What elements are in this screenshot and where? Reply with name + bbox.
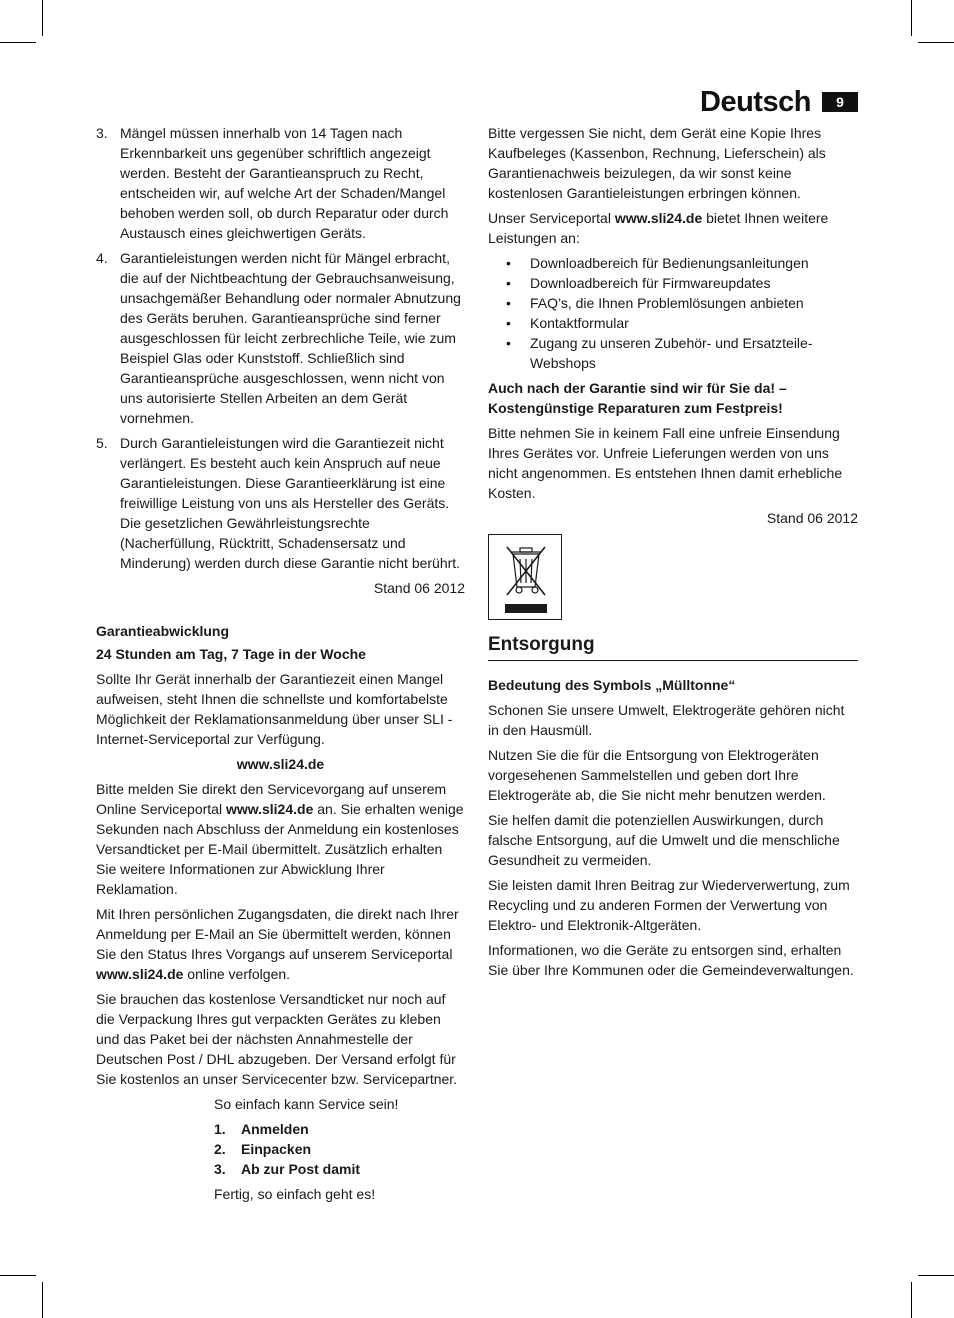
service-url-link[interactable]: www.sli24.de <box>96 966 184 982</box>
list-item: 5. Durch Garantieleistungen wird die Garantiezeit nicht verlängert. Es besteht auch kein Anspruch auf neue Garantieleistungen. Diese Garantieerklärung ist eine freiwillige Leistung von uns als Hersteller des Geräts. Die gesetzlichen Gewährleistungsrechte (Nacherfüllung, Rücktritt, Schadensersatz und Minderung) werden durch diese Garantie nicht berührt. <box>96 435 461 571</box>
done-text: Fertig, so einfach geht es! <box>214 1186 376 1202</box>
paragraph: Sollte Ihr Gerät innerhalb der Garantiezeit einen Mangel aufweisen, steht Ihnen die schnellste und komfortabelste Möglichkeit der Reklamationsanmeldung über unser SLI - Internet-Serviceportal zur Verfügung. <box>96 671 453 747</box>
stand-date: Stand 06 2012 <box>766 510 858 526</box>
crossed-out-wheelie-bin-icon <box>488 534 562 620</box>
crop-mark <box>918 1275 954 1276</box>
right-column <box>488 123 858 985</box>
warranty-handling-heading: Garantieabwicklung <box>96 623 230 639</box>
paragraph: Unser Serviceportal www.sli24.de bietet Ihnen weitere Leistungen an: <box>488 210 829 246</box>
paragraph: Sie helfen damit die potenziellen Auswirkungen, durch falsche Entsorgung, auf die Umwelt und die menschliche Gesundheit zu vermeiden. <box>488 812 840 868</box>
crop-mark <box>911 0 912 36</box>
service-features-list <box>488 253 858 373</box>
paragraph: Informationen, wo die Geräte zu entsorgen sind, erhalten Sie über Ihre Kommunen oder die Gemeindeverwaltungen. <box>488 942 854 978</box>
service-url-link[interactable]: www.sli24.de <box>614 210 703 226</box>
page-language-title: Deutsch <box>700 86 811 118</box>
service-steps-list <box>214 1119 465 1179</box>
list-item: 1. Anmelden <box>214 1121 309 1137</box>
list-item: 3. Ab zur Post damit <box>214 1161 361 1177</box>
warranty-conditions-list <box>96 123 465 573</box>
crop-mark <box>42 1282 43 1318</box>
paragraph: Bitte vergessen Sie nicht, dem Gerät eine Kopie Ihres Kaufbeleges (Kassenbon, Rechnung, Lieferschein) als Garantienachweis beizulegen, da wir sonst keine kostenlosen Garantieleistungen erbringen können. <box>488 125 826 201</box>
availability-heading: 24 Stunden am Tag, 7 Tage in der Woche <box>96 646 366 662</box>
stand-date: Stand 06 2012 <box>373 580 465 596</box>
symbol-meaning-heading: Bedeutung des Symbols „Mülltonne“ <box>488 677 736 693</box>
list-item: 4. Garantieleistungen werden nicht für Mängel erbracht, die auf der Nichtbeachtung der Gebrauchsanweisung, unsachgemäßer Behandlung oder normaler Abnutzung des Geräts beruhen. Garantieansprüche sind ferner ausgeschlossen für leicht zerbrechliche Teile, wie zum Beispiel Glas oder Kunststoff. Schließlich sind Garantieansprüche ausgeschlossen, wenn nicht von uns autorisierte Stellen Arbeiten an dem Gerät vornehmen. <box>96 250 461 426</box>
left-column <box>96 123 465 1209</box>
service-url-link[interactable]: www.sli24.de <box>236 756 325 772</box>
crop-mark <box>0 42 36 43</box>
paragraph: Sie brauchen das kostenlose Versandticket nur noch auf die Verpackung Ihres gut verpackten Gerätes zu kleben und das Paket bei der nächsten Annahmestelle der Deutschen Post / DHL abzugeben. Der Versand erfolgt für Sie kostenlos an unser Servicecenter bzw. Servicepartner. <box>96 991 458 1087</box>
repair-offer-heading: Auch nach der Garantie sind wir für Sie da! – Kostengünstige Reparaturen zum Festpreis! <box>488 380 787 416</box>
page-number: 9 <box>822 92 858 112</box>
list-item: • Zugang zu unseren Zubehör- und Ersatzteile-Webshops <box>506 335 813 371</box>
simple-service-text: So einfach kann Service sein! <box>214 1096 399 1112</box>
paragraph: Mit Ihren persönlichen Zugangsdaten, die direkt nach Ihrer Anmeldung per E-Mail an Sie übermittelt werden, können Sie den Status Ihres Vorgangs auf unserem Serviceportal www.sli24.de online verfolgen. <box>96 906 459 982</box>
paragraph: Nutzen Sie die für die Entsorgung von Elektrogeräten vorgesehenen Sammelstellen und geben dort Ihre Elektrogeräte ab, die Sie nicht mehr benutzen werden. <box>488 747 826 803</box>
list-item: 2. Einpacken <box>214 1141 312 1157</box>
crop-mark <box>42 0 43 36</box>
list-item: • Kontaktformular <box>506 315 629 331</box>
list-item: 3. Mängel müssen innerhalb von 14 Tagen nach Erkennbarkeit uns gegenüber schriftlich angezeigt werden. Besteht der Garantieanspruch zu Recht, entscheiden wir, auf welche Art der Schaden/Mangel behoben werden soll, ob durch Reparatur oder durch Austausch eines gleichwertigen Geräts. <box>96 125 449 241</box>
crop-mark <box>918 42 954 43</box>
paragraph: Sie leisten damit Ihren Beitrag zur Wiederverwertung, zum Recycling und zu anderen Formen der Verwertung von Elektro- und Elektronik-Altgeräten. <box>488 877 850 933</box>
crop-mark <box>0 1275 36 1276</box>
crop-mark <box>911 1282 912 1318</box>
list-item: • FAQ’s, die Ihnen Problemlösungen anbieten <box>506 295 804 311</box>
list-item: • Downloadbereich für Bedienungsanleitungen <box>506 255 809 271</box>
service-url-link[interactable]: www.sli24.de <box>225 801 314 817</box>
paragraph: Bitte nehmen Sie in keinem Fall eine unfreie Einsendung Ihres Gerätes vor. Unfreie Lieferungen werden von uns nicht angenommen. Es entstehen Ihnen damit erhebliche Kosten. <box>488 425 843 501</box>
paragraph: Schonen Sie unsere Umwelt, Elektrogeräte gehören nicht in den Hausmüll. <box>488 702 845 738</box>
paragraph: Bitte melden Sie direkt den Servicevorgang auf unserem Online Serviceportal www.sli24.de an. Sie erhalten wenige Sekunden nach Abschluss der Anmeldung ein kostenloses Versandticket per E-Mail übermittelt. Zusätzlich erhalten Sie weitere Informationen zur Abwicklung Ihrer Reklamation. <box>96 781 464 897</box>
section-title: Entsorgung <box>488 632 858 661</box>
list-item: • Downloadbereich für Firmwareupdates <box>506 275 771 291</box>
